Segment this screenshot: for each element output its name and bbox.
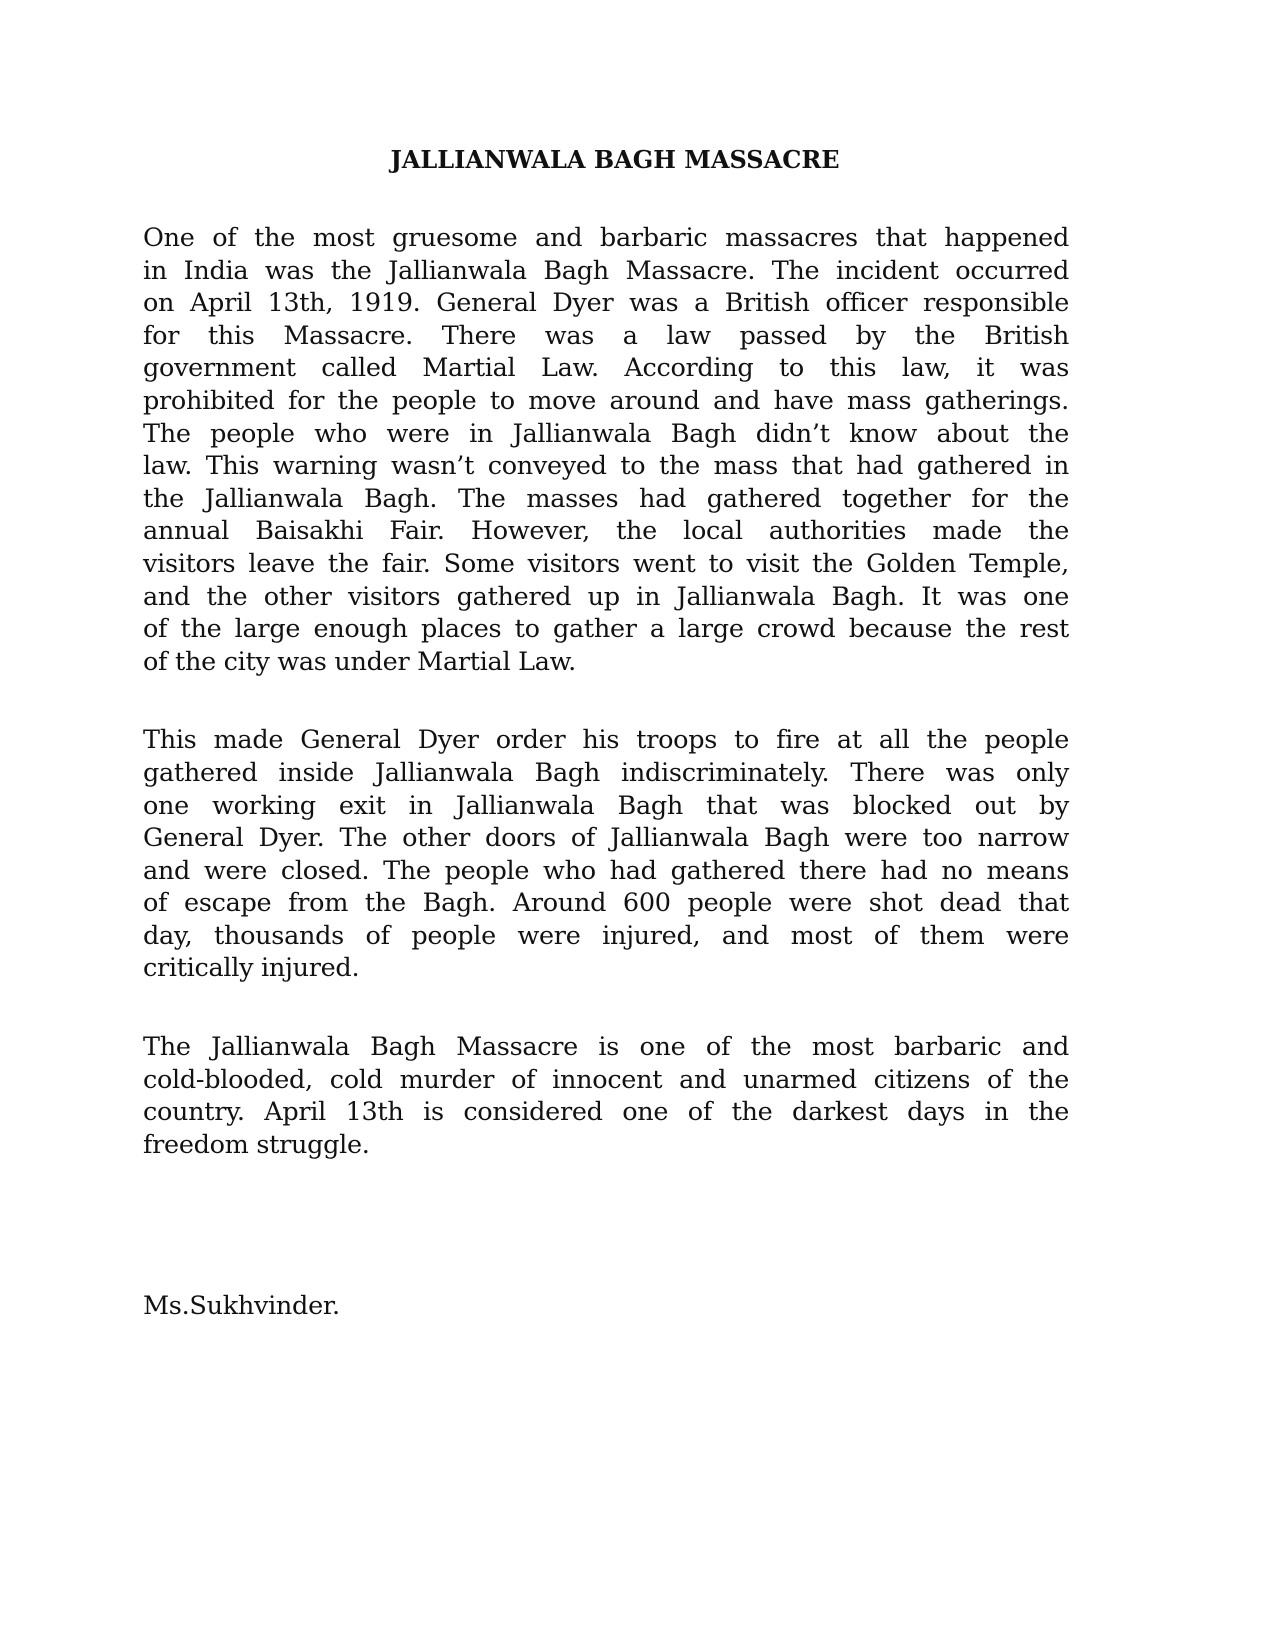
paragraph-1 bbox=[143, 222, 1069, 678]
document-page bbox=[143, 140, 1069, 1323]
paragraph-line: of the city was under Martial Law. bbox=[143, 646, 576, 677]
paragraph-line: prohibited for the people to move around and have mass gatherings. bbox=[143, 385, 1069, 416]
paragraph-line: law. This warning wasn’t conveyed to the mass that had gathered in bbox=[143, 451, 1069, 482]
paragraph-line: day, thousands of people were injured, and most of them were bbox=[143, 920, 1069, 951]
paragraph-line: The people who were in Jallianwala Bagh didn’t know about the bbox=[143, 418, 1069, 449]
paragraph-line: One of the most gruesome and barbaric massacres that happened bbox=[143, 223, 1069, 253]
paragraph-line: General Dyer. The other doors of Jallianwala Bagh were too narrow bbox=[143, 823, 1069, 854]
paragraph-line: The Jallianwala Bagh Massacre is one of the most barbaric and bbox=[143, 1032, 1069, 1063]
paragraph-line: critically injured. bbox=[143, 953, 360, 984]
paragraph-line: government called Martial Law. According to this law, it was bbox=[143, 353, 1069, 384]
paragraph-line: on April 13th, 1919. General Dyer was a British officer responsible bbox=[143, 288, 1069, 319]
paragraph-line: and the other visitors gathered up in Jallianwala Bagh. It was one bbox=[143, 581, 1069, 612]
paragraph-line: gathered inside Jallianwala Bagh indiscriminately. There was only bbox=[143, 757, 1069, 788]
document-title: JALLIANWALA BAGH MASSACRE bbox=[390, 145, 840, 174]
paragraph-2 bbox=[143, 724, 1069, 985]
paragraph-line: cold-blooded, cold murder of innocent and unarmed citizens of the bbox=[143, 1064, 1069, 1095]
paragraph-3 bbox=[143, 1031, 1069, 1161]
paragraph-line: annual Baisakhi Fair. However, the local authorities made the bbox=[143, 516, 1069, 547]
paragraph-line: in India was the Jallianwala Bagh Massacre. The incident occurred bbox=[143, 255, 1069, 286]
paragraph-line: country. April 13th is considered one of the darkest days in the bbox=[143, 1097, 1069, 1128]
paragraph-line: and were closed. The people who had gathered there had no means bbox=[143, 855, 1069, 886]
paragraph-line: one working exit in Jallianwala Bagh that was blocked out by bbox=[143, 790, 1069, 821]
paragraph-line: the Jallianwala Bagh. The masses had gathered together for the bbox=[143, 483, 1069, 514]
paragraph-line: This made General Dyer order his troops to fire at all the people bbox=[143, 725, 1069, 756]
paragraph-line: for this Massacre. There was a law passed by the British bbox=[143, 320, 1069, 351]
paragraph-line: visitors leave the fair. Some visitors went to visit the Golden Temple, bbox=[143, 548, 1069, 579]
paragraph-line: of escape from the Bagh. Around 600 people were shot dead that bbox=[143, 888, 1069, 919]
paragraph-line: of the large enough places to gather a large crowd because the rest bbox=[143, 614, 1069, 645]
author-signature: Ms.Sukhvinder. bbox=[143, 1291, 340, 1322]
paragraph-line: freedom struggle. bbox=[143, 1129, 370, 1160]
